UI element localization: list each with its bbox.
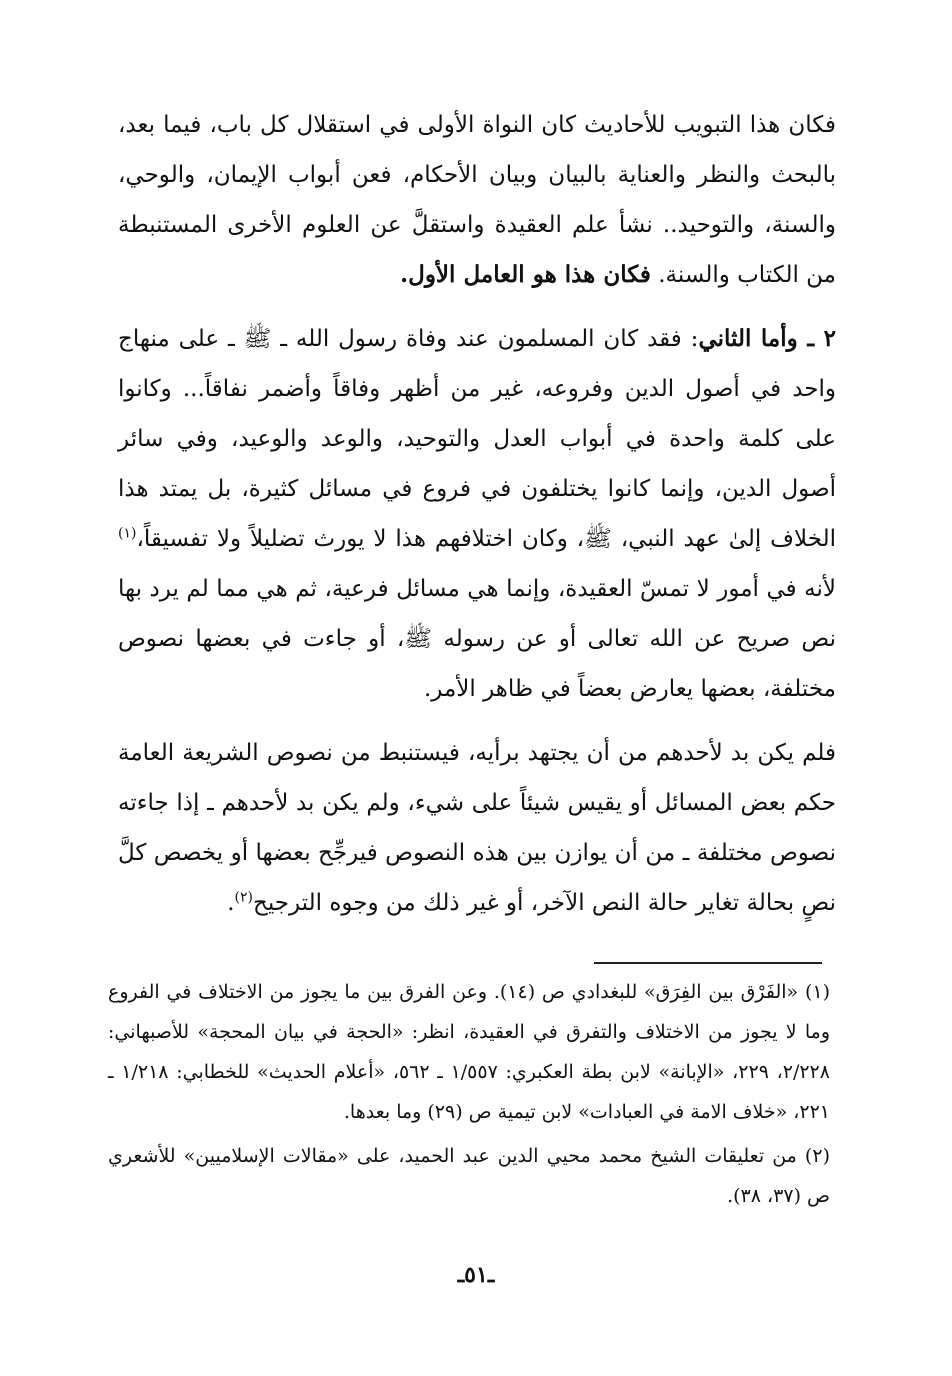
- paragraph-3-text: فلم يكن بد لأحدهم من أن يجتهد برأيه، فيستنبط من نصوص الشريعة العامة حكم بعض المسائل أو يقيس شيئاً على شيء، ولم يكن بد لأحدهم ـ إذا جاءته نصوص مختلفة ـ من أن يوازن بين هذه النصوص فيرجِّح بعضها أو يخصص كلَّ نصٍ بحالة تغاير حالة النص الآخر، أو غير ذلك من وجوه الترجيح: [118, 740, 836, 916]
- paragraph-3-end: .: [227, 890, 235, 916]
- footnote-ref-1[interactable]: (١): [118, 525, 137, 542]
- footnote-separator: [594, 962, 822, 964]
- paragraph-1: [118, 100, 836, 300]
- footnote-2: (٢) من تعليقات الشيخ محمد محيي الدين عبد الحميد، على «مقالات الإسلاميين» للأشعري ص (٣٧، ٣٨).: [108, 1145, 830, 1207]
- page-number: ـ٥١ـ: [457, 1262, 495, 1288]
- paragraph-1-text: فكان هذا التبويب للأحاديث كان النواة الأولى في استقلال كل باب، فيما بعد، بالبحث والنظر والعناية بالبيان وبيان الأحكام، فعن أبواب الإيمان، والوحي، والسنة، والتوحيد.. نشأ علم العقيدة واستقلَّ عن العلوم الأخرى المستنبطة من الكتاب والسنة.: [118, 112, 836, 288]
- main-text: [118, 100, 836, 942]
- footnotes: [108, 972, 830, 1220]
- footnote-ref-2[interactable]: (٢): [234, 889, 253, 906]
- paragraph-3: [118, 728, 836, 928]
- paragraph-2-heading: ٢ ـ وأما الثاني: [698, 325, 836, 352]
- footnote-1: (١) «الفَرْق بين الفِرَق» للبغدادي ص (١٤). وعن الفرق بين ما يجوز من الاختلاف في الفروع وما لا يجوز من الاختلاف والتفرق في العقيدة، انظر: «الحجة في بيان المحجة» للأصبهاني: ٢/٢٢٨، ٢٢٩، «الإبانة» لابن بطة العكبري: ١/٥٥٧ ـ ٥٦٢، «أعلام الحديث» للخطابي: ١/٢١٨ ـ ٢٢١، «خلاف الامة في العبادات» لابن تيمية ص (٢٩) وما بعدها.: [108, 981, 830, 1123]
- paragraph-2-text-continued: لأنه في أمور لا تمسّ العقيدة، وإنما هي مسائل فرعية، ثم هي مما لم يرد بها نص صريح عن الله تعالى أو عن رسوله ﷺ، أو جاءت في بعضها نصوص مختلفة، بعضها يعارض بعضاً في ظاهر الأمر.: [118, 576, 836, 702]
- paragraph-2: [118, 314, 836, 714]
- paragraph-1-bold-sentence: فكان هذا هو العامل الأول.: [400, 261, 651, 288]
- paragraph-2-text: : فقد كان المسلمون عند وفاة رسول الله ـ ﷺ ـ على منهاج واحد في أصول الدين وفروعه، غير من أظهر وفاقاً وأضمر نفاقاً... وكانوا على كلمة واحدة في أبواب العدل والتوحيد، والوعد والوعيد، وفي سائر أصول الدين، وإنما كانوا يختلفون في فروع في مسائل كثيرة، بل يمتد هذا الخلاف إلىٰ عهد النبي، ﷺ، وكان اختلافهم هذا لا يورث تضليلاً ولا تفسيقاً،: [118, 326, 836, 552]
